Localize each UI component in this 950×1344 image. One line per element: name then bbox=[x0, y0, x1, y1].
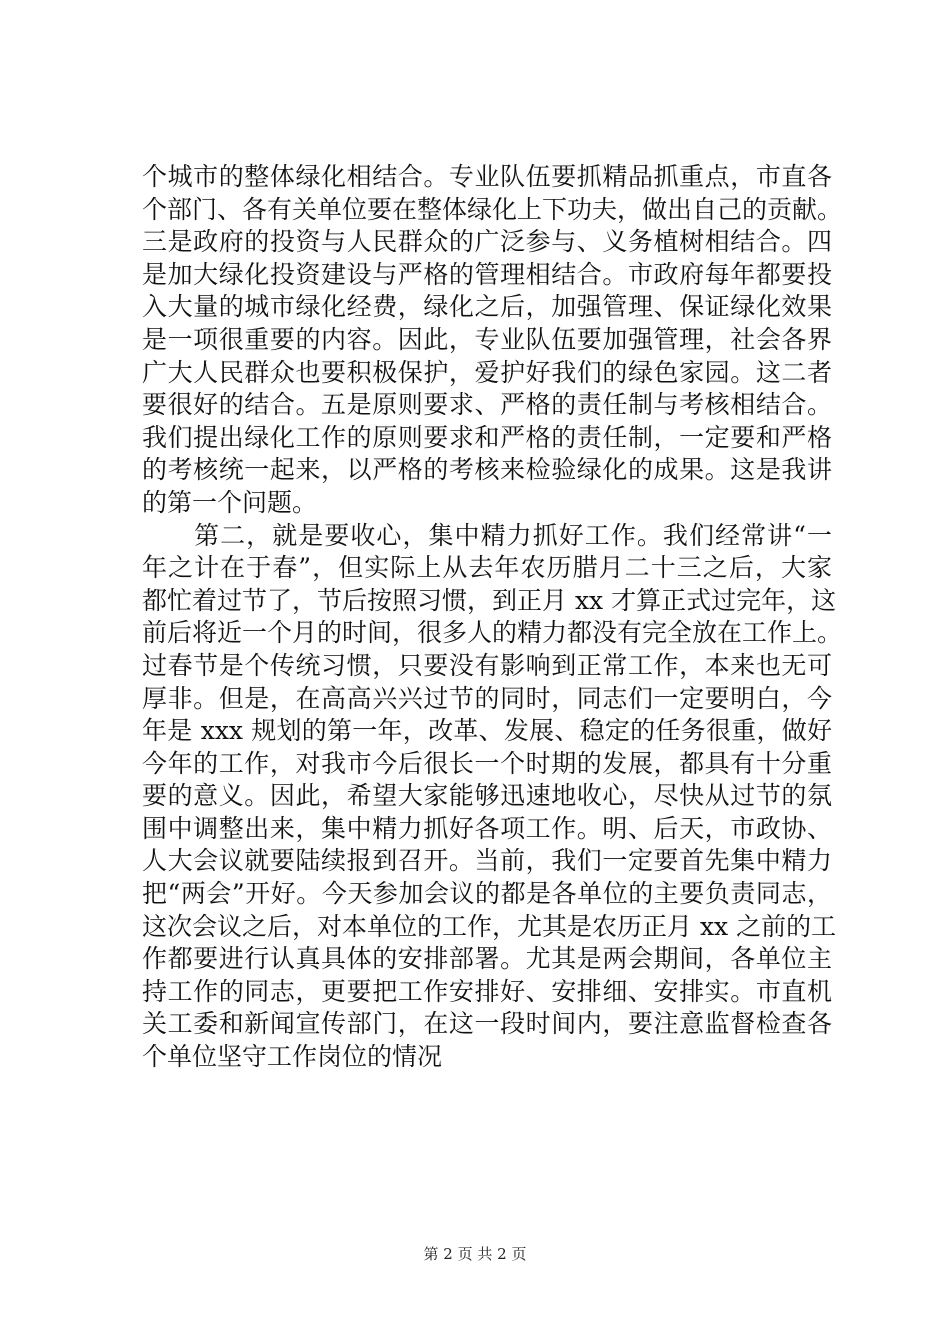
body-text bbox=[142, 161, 843, 1074]
text-line: 把“两会”开好。今天参加会议的都是各单位的主要负责同志， bbox=[142, 879, 832, 909]
text-line: 关工委和新闻宣传部门，在这一段时间内，要注意监督检查各 bbox=[142, 1009, 832, 1039]
text-line: 个城市的整体绿化相结合。专业队伍要抓精品抓重点，市直各 bbox=[142, 162, 832, 191]
page-footer: 第 2 页 共 2 页 bbox=[423, 1245, 527, 1263]
text-line: 今年的工作，对我市今后很长一个时期的发展，都具有十分重 bbox=[142, 748, 832, 778]
text-line: 三是政府的投资与人民群众的广泛参与、义务植树相结合。四 bbox=[142, 227, 832, 257]
text-line: 入大量的城市绿化经费，绿化之后，加强管理、保证绿化效果 bbox=[142, 292, 832, 322]
text-line: 厚非。但是，在高高兴兴过节的同时，同志们一定要明白，今 bbox=[142, 683, 832, 713]
text-line: 年是 xxx 规划的第一年，改革、发展、稳定的任务很重，做好 bbox=[142, 716, 832, 746]
text-line: 这次会议之后，对本单位的工作，尤其是农历正月 xx 之前的工 bbox=[142, 911, 837, 941]
paragraph-end-line: 个单位坚守工作岗位的情况 bbox=[142, 1042, 443, 1072]
text-line: 要很好的结合。五是原则要求、严格的责任制与考核相结合。 bbox=[142, 390, 832, 420]
text-line: 持工作的同志，更要把工作安排好、安排细、安排实。市直机 bbox=[142, 976, 832, 1006]
text-line: 是一项很重要的内容。因此，专业队伍要加强管理，社会各界 bbox=[142, 324, 832, 354]
paragraph-end-line: 的第一个问题。 bbox=[142, 487, 318, 517]
text-line: 人大会议就要陆续报到召开。当前，我们一定要首先集中精力 bbox=[142, 846, 832, 876]
text-line: 都忙着过节了，节后按照习惯，到正月 xx 才算正式过完年，这 bbox=[142, 585, 837, 615]
text-line: 是加大绿化投资建设与严格的管理相结合。市政府每年都要投 bbox=[142, 259, 832, 289]
text-line: 我们提出绿化工作的原则要求和严格的责任制，一定要和严格 bbox=[142, 422, 832, 452]
paragraph-start-line: 第二，就是要收心，集中精力抓好工作。我们经常讲“一 bbox=[142, 520, 832, 550]
text-line: 个部门、各有关单位要在整体绿化上下功夫，做出自己的贡献。 bbox=[142, 194, 843, 224]
text-line: 过春节是个传统习惯，只要没有影响到正常工作，本来也无可 bbox=[142, 650, 832, 680]
text-line: 广大人民群众也要积极保护，爱护好我们的绿色家园。这二者 bbox=[142, 357, 832, 387]
text-line: 年之计在于春”，但实际上从去年农历腊月二十三之后，大家 bbox=[142, 553, 832, 583]
text-line: 围中调整出来，集中精力抓好各项工作。明、后天，市政协、 bbox=[142, 813, 832, 843]
text-line: 要的意义。因此，希望大家能够迅速地收心，尽快从过节的氛 bbox=[142, 781, 832, 811]
text-line: 前后将近一个月的时间，很多人的精力都没有完全放在工作上。 bbox=[142, 618, 843, 648]
text-line: 的考核统一起来，以严格的考核来检验绿化的成果。这是我讲 bbox=[142, 455, 832, 485]
text-line: 作都要进行认真具体的安排部署。尤其是两会期间，各单位主 bbox=[142, 944, 832, 974]
